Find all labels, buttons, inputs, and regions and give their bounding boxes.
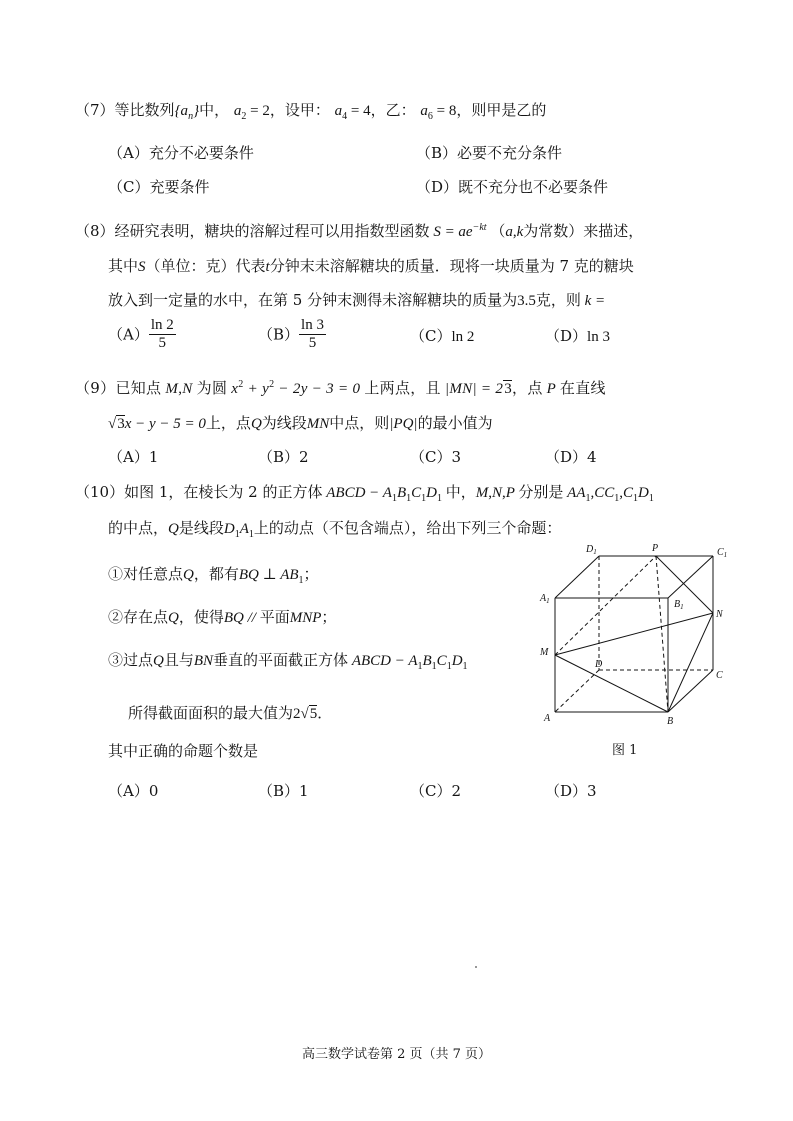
q10-conclusion: 其中正确的命题个数是	[108, 742, 259, 760]
q10-line1: （10）如图 1，在棱长为 2 的正方体 ABCD − $A_1B_1C_1D_1$ 中，M,N,P 分别是 $AA_1,CC_1,C_1D_1$	[75, 483, 654, 504]
scan-speck	[475, 966, 477, 968]
math: $\{a_n\}$	[174, 103, 200, 122]
math: S	[138, 259, 146, 275]
q8-text: （单位：克）代表	[145, 257, 266, 275]
q10-number: （10）	[75, 483, 125, 501]
math: $CC_1$	[594, 485, 620, 504]
hidden-edge-da	[555, 670, 599, 712]
math: k	[516, 224, 524, 240]
q9-text: 在直线	[559, 379, 606, 397]
q10-text: ②存在点	[108, 608, 169, 626]
q10-text: 所得截面面积的最大值为	[128, 704, 294, 722]
q8-line2	[108, 256, 634, 277]
q10-text: 中，	[445, 483, 476, 501]
q10-option-c[interactable]: （C）2	[410, 782, 462, 800]
edge-bc	[668, 670, 713, 712]
q10-text: 且与	[163, 651, 194, 669]
q8-option-c[interactable]: （C）ln 2	[410, 327, 475, 345]
q9-text: 为圆	[196, 379, 228, 397]
math: ABCD − $A_1B_1C_1D_1$	[348, 653, 468, 672]
math: N	[491, 485, 502, 501]
q8-option-b[interactable]: （B） $\frac{\ln 3}{5}$	[258, 317, 324, 351]
math: |PQ|	[389, 416, 418, 432]
q9-line1: （9）已知点 M,N 为圆 $x^2 + y^2 - 2y - 3 = 0$ 上两点，且 |MN| = 23，点 P 在直线	[75, 379, 606, 397]
math: Q	[168, 521, 179, 537]
math: MNP	[289, 610, 322, 626]
math: BQ ⊥ $AB_1$	[238, 567, 304, 586]
fraction: $\frac{\ln 2}{5}$	[150, 317, 174, 351]
q10-proposition-3-cont	[128, 703, 332, 724]
math: Q	[250, 416, 262, 432]
q10-text: ；	[321, 608, 337, 626]
label-b: B	[667, 716, 674, 727]
q7-option-c[interactable]: （C）充要条件	[108, 178, 210, 196]
math: Q	[183, 567, 194, 583]
math: $x^2 + y^2 - 2y - 3 = 0$	[227, 379, 365, 397]
q10-text: ，使得	[178, 608, 224, 626]
math: P	[505, 485, 519, 501]
math: P	[542, 381, 560, 397]
q10-proposition-2	[108, 607, 336, 628]
q7-option-a[interactable]: （A）充分不必要条件	[108, 144, 254, 162]
q8-text: 经研究表明，糖块的溶解过程可以用指数型函数	[114, 222, 430, 240]
math: $C_1D_1$	[623, 485, 654, 504]
q9-text: 已知点	[115, 379, 162, 397]
math: k =	[580, 293, 606, 309]
label-d1: $D_1$	[586, 544, 597, 556]
math: M	[475, 485, 489, 501]
math: M	[161, 381, 179, 397]
edge-b1c1	[668, 556, 713, 598]
q10-text: 是线段	[178, 519, 224, 537]
hidden-segment-mp	[555, 556, 656, 655]
math: a	[505, 224, 513, 240]
q9-number: （9）	[75, 379, 116, 397]
q8-number: （8）	[75, 222, 115, 240]
edge-d1a1	[555, 556, 599, 598]
label-a1: $A_1$	[540, 593, 550, 605]
q7-text: 中，	[199, 101, 230, 119]
label-b1: $B_1$	[674, 599, 684, 611]
math: t	[265, 259, 270, 275]
q9-text: 的最小值为	[417, 414, 493, 432]
label-c: C	[716, 670, 723, 681]
math: ABCD − $A_1B_1C_1D_1$	[322, 485, 442, 504]
q10-text: 垂直的平面截正方体	[213, 651, 349, 669]
label-c1: $C_1$	[717, 547, 728, 559]
q10-option-d[interactable]: （D）3	[545, 782, 597, 800]
math: a	[233, 103, 242, 119]
cube-figure	[528, 538, 733, 730]
q7-text: ，设甲：	[269, 101, 330, 119]
q8-text: 克，则	[535, 291, 581, 309]
label-a: A	[544, 713, 551, 724]
q7-option-d[interactable]: （D）既不充分也不必要条件	[416, 178, 609, 196]
math: Q	[153, 653, 164, 669]
q9-text: 上两点，且	[364, 379, 441, 397]
q8-option-d[interactable]: （D）ln 3	[545, 327, 610, 345]
q8-text: （	[490, 222, 506, 240]
q9-option-b[interactable]: （B）2	[258, 448, 309, 466]
math: Q	[168, 610, 179, 626]
q10-line2	[108, 518, 561, 539]
figure-caption: 图 1	[612, 743, 638, 758]
q7-number: （7）	[75, 101, 115, 119]
math: 2√5．	[293, 706, 333, 722]
q10-text: ③过点	[108, 651, 154, 669]
math: √3x − y − 5 = 0	[108, 416, 206, 432]
q9-text: 中点，则	[329, 414, 390, 432]
q9-text: 上，点	[205, 414, 251, 432]
q8-text: 分钟末未溶解糖块的质量．现将一块质量为 7 克的糖块	[269, 257, 634, 275]
segment-mb	[555, 655, 668, 712]
label-m: M	[540, 647, 549, 658]
q8-text: 其中	[108, 257, 139, 275]
q7-text: ，则甲是乙的	[456, 101, 547, 119]
q10-option-a[interactable]: （A）0	[108, 782, 159, 800]
q9-option-c[interactable]: （C）3	[410, 448, 462, 466]
q9-text: ，点	[512, 379, 543, 397]
math: a	[420, 103, 428, 119]
math: a	[334, 103, 343, 119]
math: $D_1A_1$	[223, 521, 254, 540]
math: 3.5	[517, 293, 536, 309]
q10-option-b[interactable]: （B）1	[258, 782, 309, 800]
math: $AA_1$	[563, 485, 591, 504]
q10-proposition-1	[108, 564, 319, 585]
math: $S = ae^{-kt}$	[429, 222, 487, 240]
label-p: P	[652, 543, 659, 554]
q7-option-b[interactable]: （B）必要不充分条件	[416, 144, 563, 162]
q7-text: 等比数列	[114, 101, 175, 119]
q7-stem: （7）等比数列$\{a_n\}$中， $a_2 = 2$，设甲： $a_4 = 4$，乙： $a_6 = 8$，则甲是乙的	[75, 101, 547, 122]
q8-option-a[interactable]: （A） $\frac{\ln 2}{5}$	[108, 317, 174, 351]
math: N	[182, 381, 197, 397]
q9-option-d[interactable]: （D）4	[545, 448, 597, 466]
q10-proposition-3	[108, 650, 468, 671]
q10-text: 平面	[259, 608, 290, 626]
q10-text: 的中点，	[108, 519, 169, 537]
q9-line2	[108, 413, 493, 434]
hidden-segment-pb	[656, 556, 668, 712]
q10-text: ；	[303, 565, 319, 583]
q10-text: ①对任意点	[108, 565, 184, 583]
q7-text: ，乙：	[370, 101, 416, 119]
q8-text: 放入到一定量的水中，在第 5 分钟末测得未溶解糖块的质量为	[108, 291, 518, 309]
math: |MN| = 23	[440, 381, 513, 397]
q8-line3	[108, 290, 605, 311]
math: BN	[193, 653, 214, 669]
segment-mn	[555, 613, 713, 655]
q10-text: 上的动点（不包含端点），给出下列三个命题：	[253, 519, 562, 537]
q8-text: 为常数）来描述，	[523, 222, 644, 240]
label-n: N	[716, 609, 723, 620]
q10-text: 如图 1，在棱长为 2 的正方体	[124, 483, 323, 501]
math: MN	[306, 416, 330, 432]
q9-option-a[interactable]: （A）1	[108, 448, 159, 466]
segment-bn	[668, 613, 713, 712]
q8-line1: （8）经研究表明，糖块的溶解过程可以用指数型函数 $S = ae^{-kt}$ （a,k为常数）来描述，	[75, 222, 644, 240]
label-d: D	[595, 659, 603, 670]
page-footer: 高三数学试卷第 2 页（共 7 页）	[301, 1047, 492, 1062]
q9-text: 为线段	[261, 414, 307, 432]
q10-text: ，都有	[193, 565, 239, 583]
q10-text: 分别是	[518, 483, 564, 501]
math: BQ //	[223, 610, 260, 626]
fraction: $\frac{\ln 3}{5}$	[301, 317, 324, 351]
